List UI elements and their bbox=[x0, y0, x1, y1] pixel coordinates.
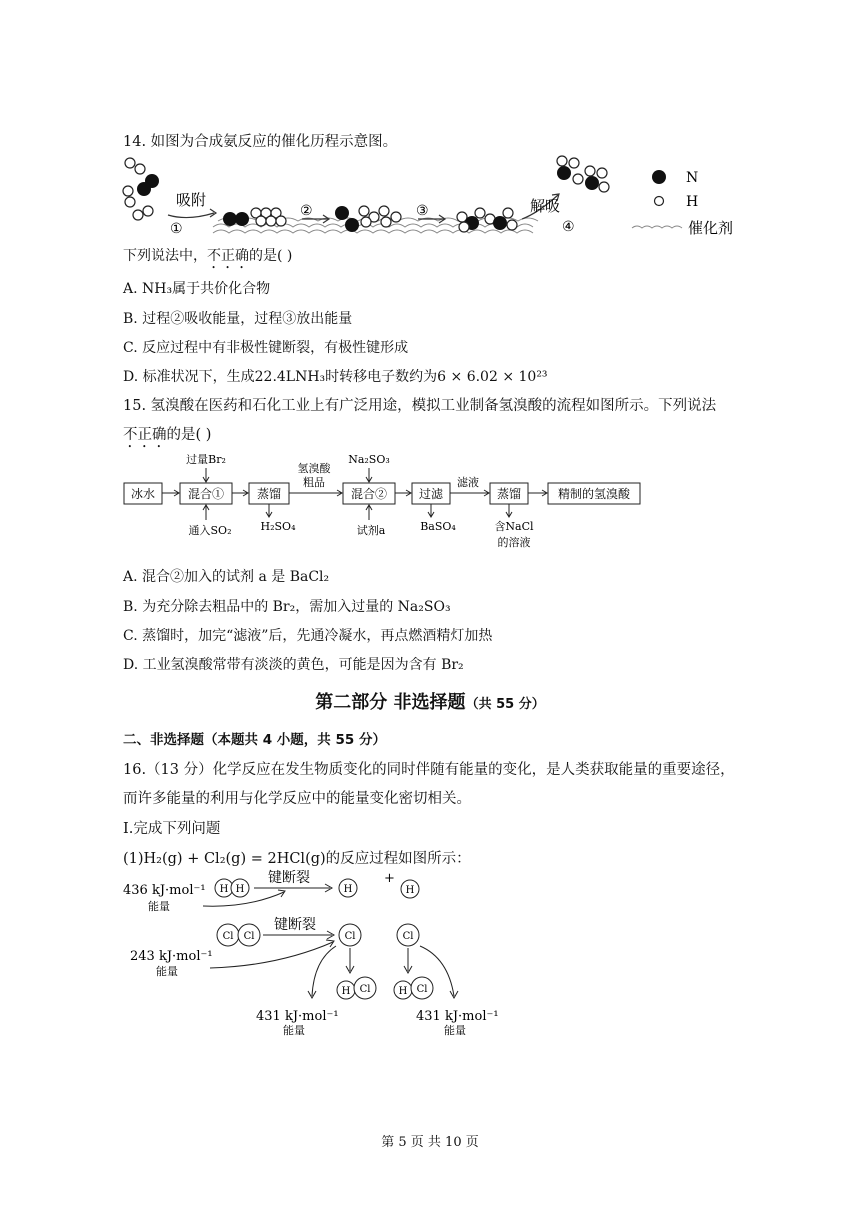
q16-line2: 而许多能量的利用与化学反应中的能量变化密切相关。 bbox=[123, 791, 471, 807]
atom-h: H bbox=[235, 884, 245, 895]
atom-h: H bbox=[398, 986, 408, 997]
q14-adsorb-label: 吸附 bbox=[176, 191, 207, 209]
flow-box-filter: 过滤 bbox=[418, 487, 444, 501]
flow-crude-label-2: 粗品 bbox=[303, 476, 325, 489]
atom-cl: Cl bbox=[402, 931, 414, 942]
q16-bond-energy-diagram bbox=[118, 868, 538, 1040]
q14-option-c: C. 反应过程中有非极性键断裂，有极性键形成 bbox=[123, 340, 409, 356]
energy-hh-label: 能量 bbox=[148, 900, 170, 913]
flow-output-nacl-2: 的溶液 bbox=[497, 536, 531, 549]
flow-input-reagent-a: 试剂a bbox=[356, 524, 386, 537]
q14-option-a: A. NH₃属于共价化合物 bbox=[123, 281, 271, 297]
q15-flow-diagram bbox=[118, 450, 648, 555]
atom-cl: Cl bbox=[359, 984, 371, 995]
part2-heading bbox=[0, 688, 860, 714]
q15-stem-tail: 不正确的是( ) bbox=[123, 427, 212, 443]
flow-box-distill2: 蒸馏 bbox=[496, 487, 522, 501]
q14-option-b: B. 过程②吸收能量，过程③放出能量 bbox=[123, 311, 353, 327]
atom-cl: Cl bbox=[222, 931, 234, 942]
legend-h-label: H bbox=[686, 194, 699, 210]
q16-line1: 16.（13 分）化学反应在发生物质变化的同时伴随有能量的变化，是人类获取能量的重要途径， bbox=[123, 762, 735, 778]
q14-step4-label: ④ bbox=[562, 219, 575, 235]
q15-option-c: C. 蒸馏时，加完“滤液”后，先通冷凝水，再点燃酒精灯加热 bbox=[123, 628, 493, 644]
q14-prompt: 下列说法中，不正确的是( ) bbox=[123, 248, 293, 264]
atom-h: H bbox=[341, 986, 351, 997]
atom-cl: Cl bbox=[416, 984, 428, 995]
flow-input-na2so3: Na₂SO₃ bbox=[348, 453, 390, 466]
flow-box-product: 精制的氢溴酸 bbox=[557, 487, 631, 501]
flow-box-ice-water: 冰水 bbox=[130, 487, 156, 501]
energy-hcl-right-value: 431 kJ·mol⁻¹ bbox=[416, 1009, 499, 1024]
atom-h: H bbox=[219, 884, 229, 895]
q14-stage1-molecules bbox=[223, 208, 286, 226]
q14-step1-label: ① bbox=[170, 221, 183, 237]
q14-stage2-molecules bbox=[335, 206, 401, 232]
energy-clcl-value: 243 kJ·mol⁻¹ bbox=[130, 949, 213, 964]
q15-option-b: B. 为充分除去粗品中的 Br₂，需加入过量的 Na₂SO₃ bbox=[123, 599, 451, 615]
q14-option-d: D. 标准状况下，生成22.4LNH₃时转移电子数约为6 × 6.02 × 10²³ bbox=[123, 369, 548, 385]
legend-n-label: N bbox=[686, 170, 699, 186]
flow-output-nacl-1: 含NaCl bbox=[494, 520, 534, 533]
part2-title-note: （共 55 分） bbox=[465, 697, 545, 712]
energy-hcl-left-value: 431 kJ·mol⁻¹ bbox=[256, 1009, 339, 1024]
atom-h: H bbox=[405, 885, 415, 896]
part2-section-heading: 二、非选择题（本题共 4 小题，共 55 分） bbox=[123, 732, 386, 748]
flow-filtrate-label: 滤液 bbox=[457, 476, 479, 489]
q14-desorb-label: 解吸 bbox=[530, 197, 561, 215]
part2-title: 第二部分 非选择题 bbox=[315, 692, 466, 713]
q15-option-a: A. 混合②加入的试剂 a 是 BaCl₂ bbox=[123, 569, 330, 585]
q16-part1: Ⅰ.完成下列问题 bbox=[123, 821, 221, 837]
flow-output-h2so4: H₂SO₄ bbox=[260, 520, 296, 533]
q14-catalysis-diagram bbox=[118, 155, 758, 240]
flow-input-br2: 过量Br₂ bbox=[186, 453, 226, 466]
energy-hh-value: 436 kJ·mol⁻¹ bbox=[123, 883, 206, 898]
q16-sub1: (1)H₂(g) + Cl₂(g) = 2HCl(g)的反应过程如图所示： bbox=[123, 851, 471, 867]
flow-input-so2: 通入SO₂ bbox=[188, 524, 232, 537]
q15-stem: 15. 氢溴酸在医药和石化工业上有广泛用途，模拟工业制备氢溴酸的流程如图所示。下列说法 bbox=[123, 398, 717, 414]
q14-step2-label: ② bbox=[300, 203, 313, 219]
q14-stem: 14. 如图为合成氨反应的催化历程示意图。 bbox=[123, 134, 398, 150]
q14-stage3-molecules bbox=[457, 208, 517, 232]
atom-cl: Cl bbox=[243, 931, 255, 942]
plus-sign: + bbox=[384, 871, 395, 886]
bond-break-label-hh: 键断裂 bbox=[268, 870, 310, 886]
energy-hcl-right-label: 能量 bbox=[444, 1024, 466, 1037]
atom-cl: Cl bbox=[344, 931, 356, 942]
q15-option-d: D. 工业氢溴酸常带有淡淡的黄色，可能是因为含有 Br₂ bbox=[123, 657, 464, 673]
energy-clcl-label: 能量 bbox=[156, 965, 178, 978]
q14-step3-label: ③ bbox=[416, 203, 429, 219]
legend-catalyst-label: 催化剂 bbox=[688, 219, 734, 237]
flow-crude-label-1: 氢溴酸 bbox=[297, 462, 331, 475]
q14-legend bbox=[632, 170, 733, 237]
flow-box-mix2: 混合② bbox=[350, 487, 388, 501]
flow-box-mix1: 混合① bbox=[187, 487, 225, 501]
page-footer: 第 5 页 共 10 页 bbox=[381, 1135, 479, 1150]
flow-box-distill1: 蒸馏 bbox=[256, 487, 282, 501]
energy-hcl-left-label: 能量 bbox=[283, 1024, 305, 1037]
bond-break-label-clcl: 键断裂 bbox=[274, 917, 316, 933]
atom-h: H bbox=[343, 884, 353, 895]
q14-final-molecules bbox=[557, 156, 609, 192]
flow-output-baso4: BaSO₄ bbox=[420, 520, 456, 533]
q14-initial-molecules bbox=[123, 158, 159, 220]
